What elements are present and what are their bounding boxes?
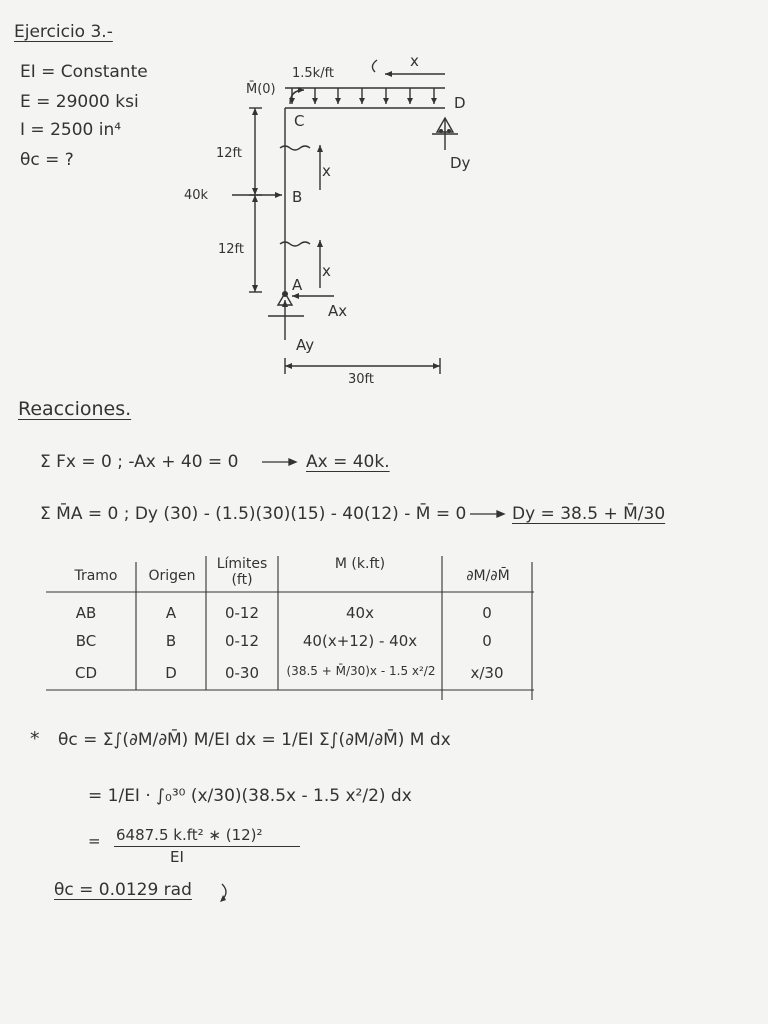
table-cell: D (165, 664, 177, 682)
moment-label: M̄(0) (246, 82, 276, 97)
table-cell: 0-12 (224, 604, 260, 622)
node-b-label: B (292, 188, 303, 206)
dim-12ft-top: 12ft (216, 146, 242, 161)
given-i: I = 2500 in⁴ (20, 120, 122, 140)
dy-label: Dy (450, 154, 471, 172)
table-cell: B (165, 632, 177, 650)
table-cell: BC (75, 632, 97, 650)
equals-sign: = (88, 832, 101, 850)
x-label-low: x (322, 262, 331, 280)
solution-line-3-numerator: 6487.5 k.ft² ∗ (12)² (116, 826, 263, 844)
table-cell: 0-12 (224, 632, 260, 650)
exercise-title: Ejercicio 3.- (14, 22, 113, 42)
asterisk-mark: * (30, 728, 40, 750)
result-ax: Ax = 40k. (306, 452, 390, 472)
table-cell: A (165, 604, 177, 622)
x-label-top: x (410, 52, 419, 70)
dim-12ft-bottom: 12ft (218, 242, 244, 257)
table-cell: 0 (482, 632, 492, 650)
reactions-heading: Reacciones. (18, 398, 132, 420)
given-theta: θc = ? (20, 150, 74, 170)
table-cell: AB (75, 604, 97, 622)
solution-line-2: = 1/EI · ∫₀³⁰ (x/30)(38.5x - 1.5 x²/2) dx (88, 786, 412, 806)
table-cell: 0-30 (224, 664, 260, 682)
col-header-limites: Límites (ft) (216, 556, 268, 588)
col-header-dm: ∂M/∂M̄ (466, 568, 510, 584)
table-cell: x/30 (470, 664, 504, 682)
table-cell: 0 (482, 604, 492, 622)
col-header-tramo: Tramo (74, 568, 118, 584)
node-a-label: A (292, 276, 303, 294)
given-e: E = 29000 ksi (20, 92, 139, 112)
table-cell: 40(x+12) - 40x (302, 632, 418, 650)
col-header-origen: Origen (148, 568, 196, 584)
final-result: θc = 0.0129 rad (54, 880, 192, 900)
solution-line-3-denominator: EI (170, 848, 184, 866)
result-dy: Dy = 38.5 + M̄/30 (512, 504, 666, 524)
col-header-m: M (k.ft) (334, 556, 386, 572)
table-cell: (38.5 + M̄/30)x - 1.5 x²/2 (286, 664, 436, 678)
equation-sum-fx: Σ Fx = 0 ; -Ax + 40 = 0 (40, 452, 239, 472)
solution-line-1: θc = Σ∫(∂M/∂M̄) M/EI dx = 1/EI Σ∫(∂M/∂M̄) M dx (58, 730, 451, 750)
given-ei: EI = Constante (20, 62, 148, 82)
ax-label: Ax (328, 302, 348, 320)
ay-label: Ay (296, 336, 315, 354)
force-40k-label: 40k (184, 188, 209, 203)
dim-30ft: 30ft (348, 372, 374, 387)
equation-sum-ma: Σ M̄A = 0 ; Dy (30) - (1.5)(30)(15) - 40(12) - M̄ = 0 (40, 504, 467, 524)
table-cell: 40x (346, 604, 374, 622)
load-label: 1.5k/ft (292, 66, 335, 81)
node-d-label: D (454, 94, 466, 112)
table-cell: CD (74, 664, 98, 682)
node-c-label: C (294, 112, 305, 130)
x-label-mid: x (322, 162, 331, 180)
